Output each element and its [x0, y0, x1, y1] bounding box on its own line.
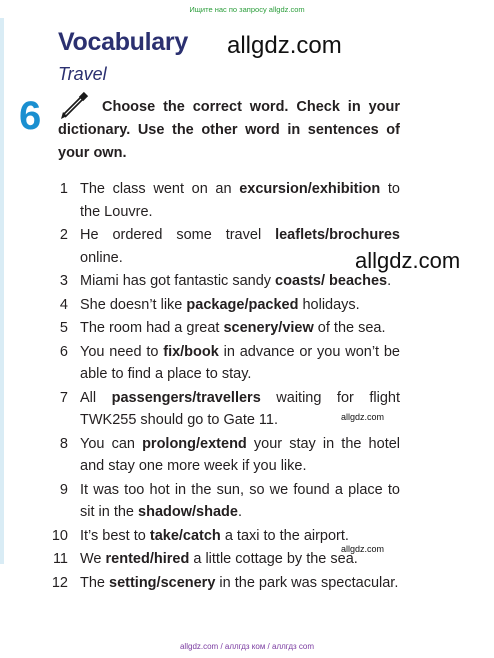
- exercise-item: 2 He ordered some travel leaflets/brochures online.: [59, 227, 400, 266]
- word-choice: package/packed: [186, 296, 299, 313]
- exercise-item: 9 It was too hot in the sun, so we found a place to sit in the shadow/shade.: [59, 481, 400, 520]
- section-subheading: Travel: [58, 64, 107, 84]
- exercise-instruction: Choose the correct word. Check in your dictionary. Use the other word in sentences of your own.: [58, 99, 400, 161]
- exercise-number: 6: [19, 94, 42, 138]
- word-choice: leaflets/brochures: [275, 227, 400, 243]
- word-choice: excursion/exhibition: [239, 181, 381, 197]
- exercise-item: 11 We rented/hired a little cottage by the sea.: [52, 551, 358, 567]
- page-edge-stripe: [0, 18, 4, 564]
- top-watermark: Ищите нас по запросу allgdz.com: [189, 5, 305, 14]
- word-choice: shadow/shade: [138, 504, 238, 520]
- exercise-item: 12 The setting/scenery in the park was spectacular.: [51, 574, 399, 591]
- exercise-item: 5 The room had a great scenery/view of the sea.: [59, 320, 386, 336]
- exercise-item: 1 The class went on an excursion/exhibition to the Louvre.: [59, 181, 400, 220]
- watermark-site-small-1: allgdz.com: [341, 412, 385, 422]
- exercise-item: 8 You can prolong/extend your stay in the hotel and stay one more week if you like.: [59, 435, 401, 474]
- word-choice: prolong/extend: [142, 435, 247, 452]
- word-choice: rented/hired: [105, 551, 190, 567]
- exercise-item: 6 You need to fix/book in advance or you won’t be able to find a place to stay.: [59, 343, 401, 382]
- word-choice: setting/scenery: [109, 574, 216, 591]
- bottom-watermark: allgdz.com / аллгдз ком / аллгдз com: [179, 642, 315, 651]
- word-choice: passengers/travellers: [111, 389, 261, 406]
- exercise-item: 7 All passengers/travellers waiting for flight TWK255 should go to Gate 11.: [59, 389, 400, 428]
- watermark-site-middle: allgdz.com: [355, 248, 461, 273]
- watermark-site-header: allgdz.com: [227, 32, 342, 59]
- exercise-item: 4 She doesn’t like package/packed holidays.: [59, 296, 360, 313]
- section-heading: Vocabulary: [58, 28, 188, 56]
- exercise-item: 10 It’s best to take/catch a taxi to the airport.: [51, 527, 349, 544]
- word-choice: fix/book: [163, 343, 219, 360]
- word-choice: scenery/view: [223, 320, 314, 336]
- exercise-items: [30, 178, 400, 594]
- exercise-item: 3 Miami has got fantastic sandy coasts/ beaches.: [59, 273, 392, 289]
- word-choice: take/catch: [149, 527, 221, 544]
- word-choice: coasts/ beaches: [275, 273, 388, 289]
- watermark-site-small-2: allgdz.com: [341, 544, 385, 554]
